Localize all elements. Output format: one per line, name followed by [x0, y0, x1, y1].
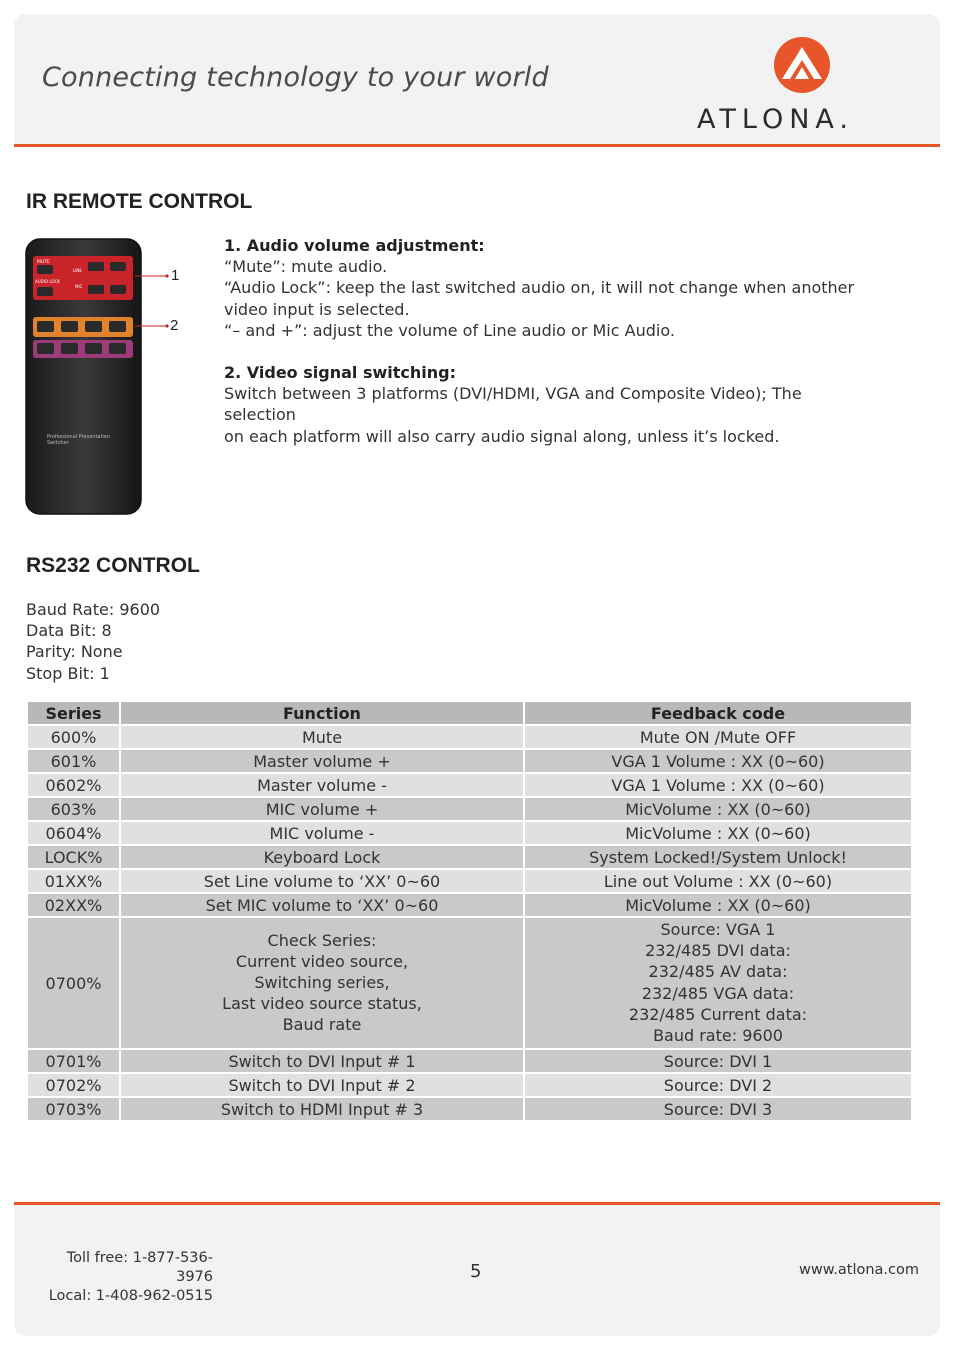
item-1-line: “– and +”: adjust the volume of Line audio or Mic Audio. [224, 320, 675, 340]
contact-info [35, 1249, 213, 1306]
parity: Parity: None [26, 642, 123, 662]
item-1-heading: 1. Audio volume adjustment: [224, 236, 485, 255]
cell-series: 0703% [27, 1097, 120, 1121]
cell-function [120, 845, 524, 869]
function-line: Mute [301, 727, 343, 747]
function-line: Check Series: [267, 930, 377, 950]
table-row [27, 1097, 912, 1121]
tagline: Connecting technology to your world [42, 62, 549, 93]
header-function: Function [120, 701, 524, 725]
feedback-line: VGA 1 Volume : XX (0~60) [611, 751, 825, 771]
header-series: Series [27, 701, 120, 725]
cell-function [120, 797, 524, 821]
data-bit: Data Bit: 8 [26, 621, 112, 641]
baud-rate: Baud Rate: 9600 [26, 600, 161, 619]
item-2-heading: 2. Video signal switching: [224, 363, 456, 383]
cell-series: LOCK% [27, 845, 120, 869]
cell-series: 601% [27, 749, 120, 773]
cell-function [120, 1073, 524, 1097]
cell-function [120, 917, 524, 1049]
cell-function [120, 725, 524, 749]
svg-text:AUDIO LOCK: AUDIO LOCK [35, 279, 60, 284]
cell-series: 0604% [27, 821, 120, 845]
function-line: Switch to HDMI Input # 3 [220, 1099, 424, 1119]
cell-series: 01XX% [27, 869, 120, 893]
cell-series: 0602% [27, 773, 120, 797]
atlona-logo-icon [772, 35, 832, 95]
feedback-line: VGA 1 Volume : XX (0~60) [611, 775, 825, 795]
feedback-line: 232/485 VGA data: [641, 983, 795, 1003]
cell-feedback [524, 845, 912, 869]
cell-function [120, 1097, 524, 1121]
svg-text:MUTE: MUTE [37, 260, 50, 265]
feedback-line: Source: VGA 1 [660, 920, 776, 939]
cell-series: 603% [27, 797, 120, 821]
function-line: Switch to DVI Input # 1 [228, 1051, 416, 1071]
function-line: Switch to DVI Input # 2 [228, 1075, 416, 1095]
callout-1: 1 [171, 267, 180, 284]
item-1-line: “Mute”: mute audio. [224, 257, 388, 277]
feedback-line: Source: DVI 2 [663, 1075, 773, 1095]
cell-feedback [524, 1049, 912, 1073]
function-line: MIC volume + [265, 799, 379, 819]
table-row [27, 1049, 912, 1073]
feedback-line: MicVolume : XX (0~60) [625, 799, 811, 819]
cell-feedback [524, 725, 912, 749]
cell-function [120, 773, 524, 797]
cell-feedback [524, 749, 912, 773]
cell-series: 02XX% [27, 893, 120, 917]
item-1-line: video input is selected. [224, 299, 410, 319]
function-line: MIC volume - [269, 823, 375, 843]
feedback-line: 232/485 DVI data: [645, 941, 791, 961]
item-2-line: Switch between 3 platforms (DVI/HDMI, VGA and Composite Video); The selection [224, 384, 802, 425]
stop-bit: Stop Bit: 1 [26, 663, 110, 683]
table-row [27, 893, 912, 917]
header-rule [14, 144, 940, 147]
function-line: Keyboard Lock [263, 847, 381, 867]
cell-feedback [524, 917, 912, 1049]
feedback-line: 232/485 Current data: [628, 1004, 808, 1024]
cell-feedback [524, 893, 912, 917]
cell-series: 0702% [27, 1073, 120, 1097]
svg-text:Professional Presentation: Professional Presentation [47, 434, 111, 440]
function-line: Current video source, [235, 951, 409, 971]
cell-feedback [524, 797, 912, 821]
feedback-line: Mute ON /Mute OFF [639, 727, 797, 747]
header-feedback: Feedback code [524, 701, 912, 725]
cell-series: 0700% [27, 917, 120, 1049]
table-row [27, 845, 912, 869]
function-line: Set MIC volume to ‘XX’ 0~60 [205, 895, 439, 915]
table-row [27, 821, 912, 845]
table-row [27, 749, 912, 773]
atlona-wordmark [697, 102, 915, 130]
cell-feedback [524, 869, 912, 893]
rs232-command-table [26, 700, 913, 1122]
cell-function [120, 869, 524, 893]
function-line: Master volume + [253, 751, 391, 771]
callout-lines [135, 270, 170, 330]
table-body [27, 725, 912, 1121]
logo-text: ATLONA. [697, 104, 854, 130]
ir-section-title: IR REMOTE CONTROL [26, 190, 253, 213]
function-line: Set Line volume to ‘XX’ 0~60 [203, 871, 441, 891]
svg-text:LINE: LINE [73, 268, 82, 273]
rs232-section-title: RS232 CONTROL [26, 554, 200, 577]
table-row [27, 725, 912, 749]
table-row [27, 797, 912, 821]
feedback-line: 232/485 AV data: [648, 962, 788, 982]
ir-description [224, 235, 864, 447]
feedback-line: MicVolume : XX (0~60) [625, 823, 811, 843]
table-row [27, 773, 912, 797]
function-line: Master volume - [257, 775, 387, 795]
item-2-line: on each platform will also carry audio signal along, unless it’s locked. [224, 426, 780, 446]
feedback-line: MicVolume : XX (0~60) [625, 895, 811, 915]
table-row [27, 869, 912, 893]
function-line: Last video source status, [222, 994, 422, 1014]
function-line: Baud rate [282, 1015, 362, 1035]
feedback-line: Line out Volume : XX (0~60) [603, 871, 833, 891]
cell-series: 0701% [27, 1049, 120, 1073]
serial-settings [26, 599, 160, 684]
feedback-line: Source: DVI 3 [663, 1099, 773, 1119]
page-number: 5 [470, 1261, 482, 1282]
toll-free-number: Toll free: 1-877-536-3976 [66, 1250, 213, 1285]
cell-function [120, 1049, 524, 1073]
remote-control-image [25, 238, 143, 516]
svg-text:Switcher: Switcher [47, 440, 69, 446]
table-row [27, 1073, 912, 1097]
local-number: Local: 1-408-962-0515 [48, 1288, 213, 1304]
cell-series: 600% [27, 725, 120, 749]
callout-2: 2 [170, 317, 179, 334]
website-link[interactable]: www.atlona.com [799, 1262, 919, 1278]
cell-function [120, 821, 524, 845]
cell-feedback [524, 1097, 912, 1121]
function-line: Switching series, [254, 973, 390, 992]
feedback-line: Source: DVI 1 [663, 1051, 773, 1071]
cell-feedback [524, 821, 912, 845]
svg-text:MIC: MIC [75, 284, 83, 289]
cell-feedback [524, 773, 912, 797]
feedback-line: System Locked!/System Unlock! [589, 847, 847, 867]
item-1-line: “Audio Lock”: keep the last switched audio on, it will not change when another [224, 278, 855, 298]
feedback-line: Baud rate: 9600 [653, 1026, 783, 1046]
cell-function [120, 749, 524, 773]
table-row [27, 917, 912, 1049]
cell-feedback [524, 1073, 912, 1097]
cell-function [120, 893, 524, 917]
